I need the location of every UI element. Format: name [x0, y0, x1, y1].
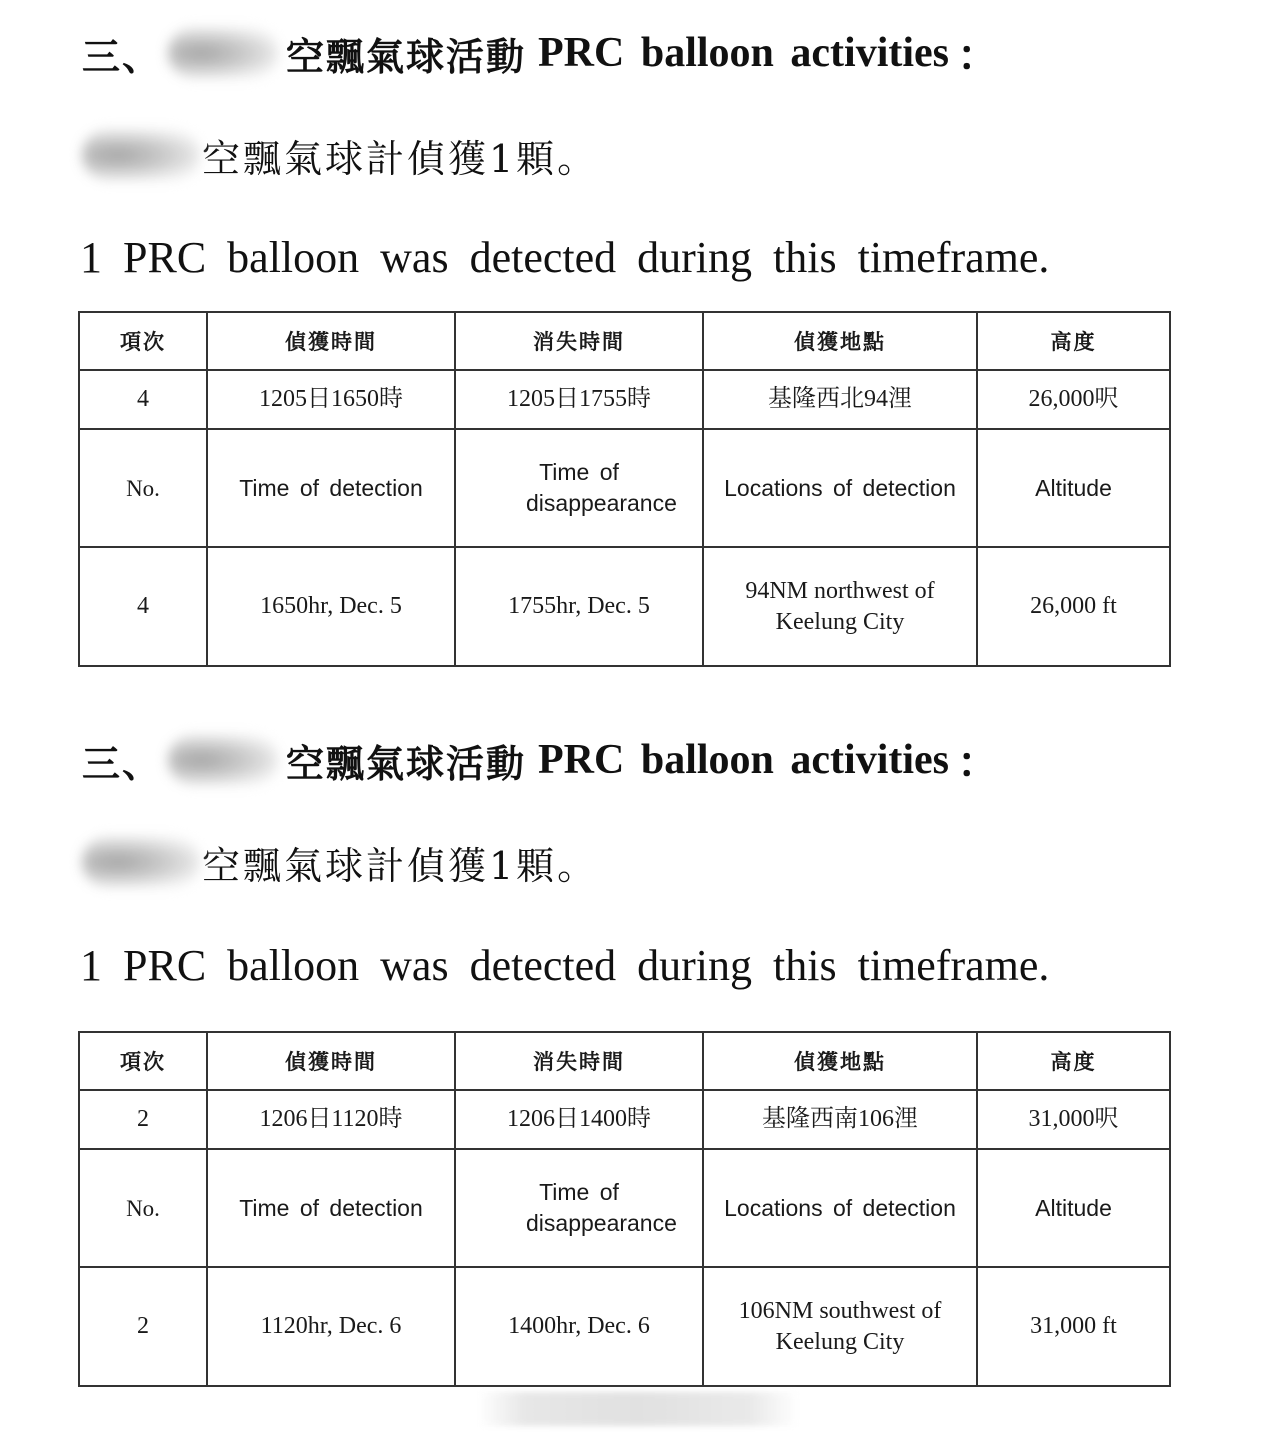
- subtitle-text: 空飄氣球計偵獲1顆。: [202, 843, 599, 888]
- balloon-table: [78, 311, 1171, 667]
- heading-colon: ：: [957, 34, 1000, 80]
- heading-en-title: PRC balloon activities: [538, 30, 950, 76]
- subtitle-text: 空飄氣球計偵獲1顆。: [202, 136, 599, 181]
- header-cell-location-en: Locations of detection: [703, 1149, 977, 1267]
- heading-prefix: 三、: [82, 740, 163, 786]
- header-cell-no-zh: 項次: [79, 312, 207, 370]
- header-cell-altitude-zh: 高度: [977, 312, 1170, 370]
- cell-disappear-time: 1400hr, Dec. 6: [455, 1267, 703, 1386]
- header-cell-disappear-time-en: Time of disappearance: [455, 429, 703, 547]
- cell-detection-time: 1205日1650時: [207, 370, 455, 429]
- heading-prefix: 三、: [82, 33, 163, 79]
- cell-altitude: 31,000呎: [977, 1090, 1170, 1149]
- header-cell-disappear-time-zh: 消失時間: [455, 312, 703, 370]
- watermark-blur: [478, 1392, 798, 1426]
- heading-cjk-title: 空飄氣球活動: [286, 740, 527, 786]
- english-summary: 1 PRC balloon was detected during this timeframe.: [80, 233, 1050, 282]
- header-cell-location-zh: 偵獲地點: [703, 1032, 977, 1090]
- cell-location: 106NM southwest of Keelung City: [703, 1267, 977, 1386]
- table-header-row-zh: [79, 312, 1170, 370]
- header-cell-altitude-en: Altitude: [977, 1149, 1170, 1267]
- cell-detection-time: 1650hr, Dec. 5: [207, 547, 455, 666]
- redaction-blur: [82, 130, 200, 180]
- cell-no: 2: [79, 1090, 207, 1149]
- redaction-blur: [168, 735, 278, 785]
- redaction-blur: [82, 837, 200, 887]
- heading-en-title: PRC balloon activities: [538, 737, 950, 783]
- section-subtitle: [82, 837, 598, 887]
- cell-disappear-time: 1205日1755時: [455, 370, 703, 429]
- cell-disappear-time: 1206日1400時: [455, 1090, 703, 1149]
- cell-no: 4: [79, 370, 207, 429]
- header-cell-location-zh: 偵獲地點: [703, 312, 977, 370]
- table-row: [79, 370, 1170, 429]
- section-heading: [82, 735, 999, 785]
- header-cell-location-en: Locations of detection: [703, 429, 977, 547]
- heading-colon: ：: [957, 741, 1000, 787]
- header-cell-detection-time-zh: 偵獲時間: [207, 1032, 455, 1090]
- header-cell-detection-time-en: Time of detection: [207, 1149, 455, 1267]
- table-row: [79, 1267, 1170, 1386]
- header-cell-disappear-time-en: Time of disappearance: [455, 1149, 703, 1267]
- header-cell-altitude-zh: 高度: [977, 1032, 1170, 1090]
- heading-cjk-title: 空飄氣球活動: [286, 33, 527, 79]
- cell-no: 2: [79, 1267, 207, 1386]
- cell-altitude: 26,000呎: [977, 370, 1170, 429]
- table-row: [79, 547, 1170, 666]
- cell-no: 4: [79, 547, 207, 666]
- cell-detection-time: 1206日1120時: [207, 1090, 455, 1149]
- english-summary: 1 PRC balloon was detected during this timeframe.: [80, 941, 1050, 990]
- cell-location: 94NM northwest of Keelung City: [703, 547, 977, 666]
- section-heading: [82, 28, 999, 78]
- header-cell-altitude-en: Altitude: [977, 429, 1170, 547]
- section-subtitle: [82, 130, 598, 180]
- balloon-table: [78, 1031, 1171, 1387]
- header-cell-disappear-time-zh: 消失時間: [455, 1032, 703, 1090]
- cell-location: 基隆西北94浬: [703, 370, 977, 429]
- table-row: [79, 1090, 1170, 1149]
- cell-altitude: 31,000 ft: [977, 1267, 1170, 1386]
- table-header-row-en: [79, 429, 1170, 547]
- cell-disappear-time: 1755hr, Dec. 5: [455, 547, 703, 666]
- header-cell-detection-time-zh: 偵獲時間: [207, 312, 455, 370]
- header-cell-no-en: No.: [79, 429, 207, 547]
- table-header-row-en: [79, 1149, 1170, 1267]
- header-cell-detection-time-en: Time of detection: [207, 429, 455, 547]
- cell-detection-time: 1120hr, Dec. 6: [207, 1267, 455, 1386]
- cell-location: 基隆西南106浬: [703, 1090, 977, 1149]
- header-cell-no-zh: 項次: [79, 1032, 207, 1090]
- redaction-blur: [168, 28, 278, 78]
- header-cell-no-en: No.: [79, 1149, 207, 1267]
- cell-altitude: 26,000 ft: [977, 547, 1170, 666]
- table-header-row-zh: [79, 1032, 1170, 1090]
